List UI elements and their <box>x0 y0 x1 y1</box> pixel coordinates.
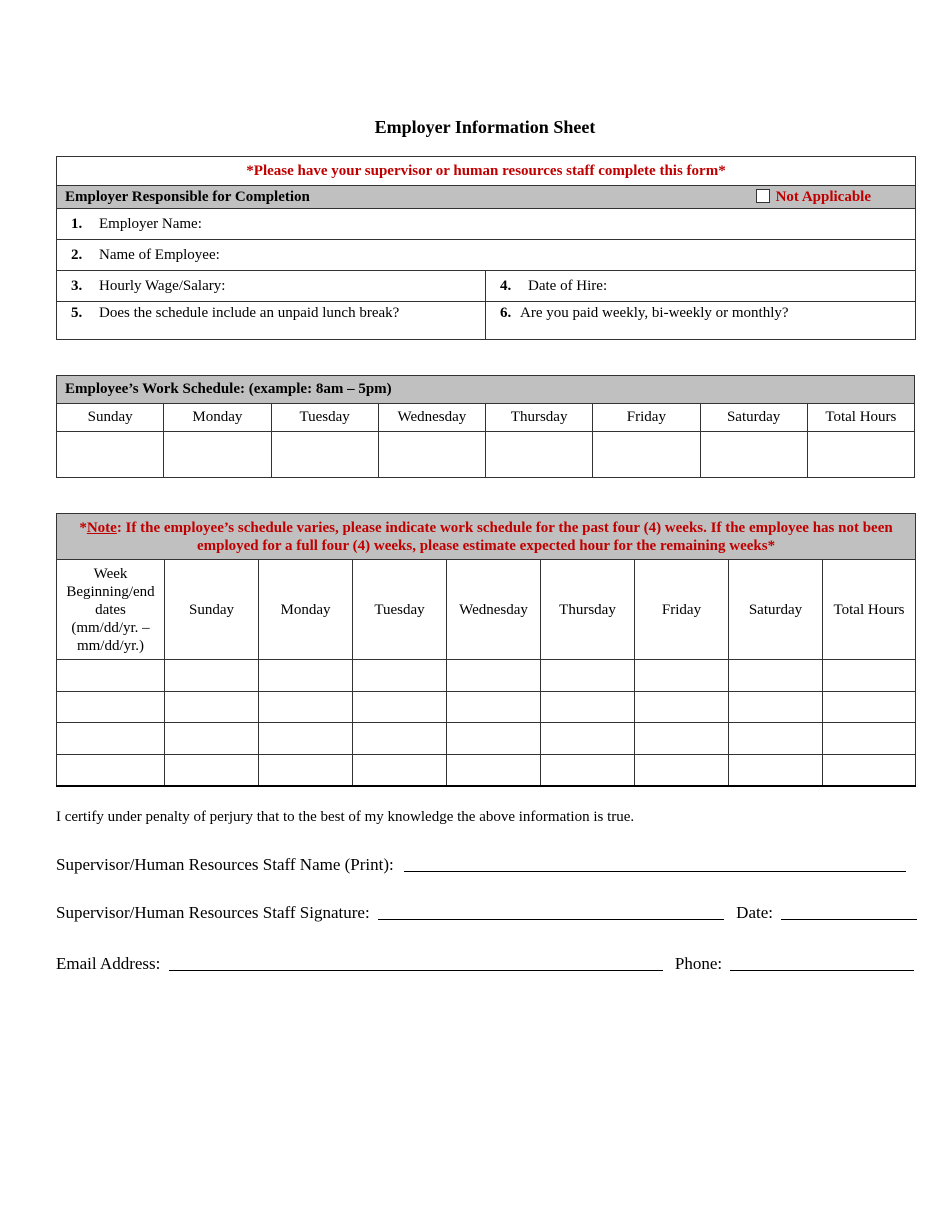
staff-name-input[interactable] <box>404 856 906 872</box>
week-cell[interactable] <box>259 660 353 692</box>
staff-signature-input[interactable] <box>378 904 724 920</box>
total-hours-header: Total Hours <box>807 404 914 432</box>
schedule-cell[interactable] <box>807 432 914 478</box>
day-header: Sunday <box>57 404 164 432</box>
week-cell[interactable] <box>823 691 916 723</box>
not-applicable-label: Not Applicable <box>775 188 871 205</box>
week-cell[interactable] <box>259 754 353 786</box>
week-cell[interactable] <box>541 723 635 755</box>
week-row <box>57 660 916 692</box>
week-row <box>57 723 916 755</box>
email-label: Email Address: <box>56 954 161 973</box>
schedule-cell[interactable] <box>164 432 271 478</box>
day-header: Tuesday <box>271 404 378 432</box>
day-header: Sunday <box>165 560 259 660</box>
pay-frequency-label: Are you paid weekly, bi-weekly or monthly? <box>520 305 789 321</box>
day-header: Wednesday <box>378 404 485 432</box>
pay-frequency-field[interactable] <box>486 302 916 340</box>
schedule-cell[interactable] <box>57 432 164 478</box>
week-row <box>57 754 916 786</box>
week-cell[interactable] <box>353 754 447 786</box>
staff-signature-line <box>56 903 917 923</box>
day-header: Tuesday <box>353 560 447 660</box>
employer-name-label: Employer Name: <box>99 215 202 232</box>
note-word: Note <box>86 519 117 536</box>
variable-schedule-table <box>56 513 916 787</box>
week-cell[interactable] <box>353 691 447 723</box>
week-cell[interactable] <box>259 723 353 755</box>
total-hours-header: Total Hours <box>823 560 916 660</box>
week-cell[interactable] <box>729 723 823 755</box>
variable-schedule-note <box>57 514 916 560</box>
lunch-break-field[interactable] <box>57 302 486 340</box>
schedule-cell[interactable] <box>486 432 593 478</box>
day-header: Thursday <box>486 404 593 432</box>
item-number: 1. <box>71 215 83 232</box>
week-cell[interactable] <box>635 723 729 755</box>
email-input[interactable] <box>169 955 663 971</box>
date-of-hire-label: Date of Hire: <box>528 277 608 294</box>
phone-input[interactable] <box>730 955 914 971</box>
week-cell[interactable] <box>823 723 916 755</box>
week-cell[interactable] <box>541 691 635 723</box>
week-dates-header-line: Beginning/end <box>66 583 155 600</box>
contact-line <box>56 954 914 974</box>
schedule-cell[interactable] <box>378 432 485 478</box>
item-number: 5. <box>71 305 83 321</box>
week-cell[interactable] <box>541 754 635 786</box>
week-cell[interactable] <box>259 691 353 723</box>
day-header: Saturday <box>729 560 823 660</box>
day-header: Saturday <box>700 404 807 432</box>
employer-responsible-header <box>57 186 916 209</box>
employee-name-field[interactable] <box>57 240 916 271</box>
date-label: Date: <box>736 903 773 922</box>
date-of-hire-field[interactable] <box>486 271 916 302</box>
schedule-cell[interactable] <box>593 432 700 478</box>
week-dates-header-line: Week <box>93 565 128 582</box>
phone-label: Phone: <box>674 954 723 973</box>
week-cell[interactable] <box>447 660 541 692</box>
not-applicable-option[interactable] <box>756 189 871 206</box>
note-prefix: * <box>79 519 87 536</box>
week-cell[interactable] <box>57 723 165 755</box>
not-applicable-checkbox[interactable] <box>756 189 770 203</box>
hourly-wage-field[interactable] <box>57 271 486 302</box>
staff-name-label: Supervisor/Human Resources Staff Name (Print): <box>56 855 394 874</box>
week-cell[interactable] <box>447 691 541 723</box>
week-cell[interactable] <box>729 660 823 692</box>
employee-name-label: Name of Employee: <box>99 246 220 263</box>
week-dates-header-line: (mm/dd/yr. – <box>71 619 150 636</box>
week-dates-header-line: mm/dd/yr.) <box>76 637 145 654</box>
staff-signature-label: Supervisor/Human Resources Staff Signature: <box>56 903 370 922</box>
item-number: 4. <box>500 277 512 294</box>
week-cell[interactable] <box>635 691 729 723</box>
week-dates-header <box>57 560 165 660</box>
work-schedule-header: Employee’s Work Schedule: (example: 8am – 5pm) <box>57 376 915 404</box>
week-cell[interactable] <box>729 754 823 786</box>
employer-responsible-label: Employer Responsible for Completion <box>65 188 310 205</box>
week-cell[interactable] <box>353 660 447 692</box>
day-header: Monday <box>164 404 271 432</box>
work-schedule-table <box>56 375 915 478</box>
week-cell[interactable] <box>447 754 541 786</box>
schedule-cell[interactable] <box>700 432 807 478</box>
employer-name-field[interactable] <box>57 209 916 240</box>
week-cell[interactable] <box>57 660 165 692</box>
day-header: Friday <box>635 560 729 660</box>
week-cell[interactable] <box>447 723 541 755</box>
day-header: Wednesday <box>447 560 541 660</box>
week-cell[interactable] <box>165 691 259 723</box>
week-cell[interactable] <box>57 754 165 786</box>
item-number: 3. <box>71 277 83 294</box>
week-cell[interactable] <box>57 691 165 723</box>
week-cell[interactable] <box>823 660 916 692</box>
day-header: Thursday <box>541 560 635 660</box>
supervisor-note: *Please have your supervisor or human resources staff complete this form* <box>57 157 916 186</box>
item-number: 2. <box>71 246 83 263</box>
employer-info-table <box>56 156 916 340</box>
page-title: Employer Information Sheet <box>374 117 596 137</box>
date-input[interactable] <box>781 904 917 920</box>
schedule-cell[interactable] <box>271 432 378 478</box>
day-header: Friday <box>593 404 700 432</box>
week-row <box>57 691 916 723</box>
week-cell[interactable] <box>353 723 447 755</box>
week-cell[interactable] <box>165 723 259 755</box>
week-cell[interactable] <box>823 754 916 786</box>
week-cell[interactable] <box>165 660 259 692</box>
week-cell[interactable] <box>541 660 635 692</box>
note-text: : If the employee’s schedule varies, please indicate work schedule for the past four (4) weeks. If the employee has not been employed for a full four (4) weeks, please estimate expected hour for the remaining weeks* <box>116 519 893 554</box>
week-cell[interactable] <box>729 691 823 723</box>
hourly-wage-label: Hourly Wage/Salary: <box>99 277 226 294</box>
item-number: 6. <box>500 305 512 321</box>
week-dates-header-line: dates <box>95 601 126 618</box>
day-header: Monday <box>259 560 353 660</box>
lunch-break-label: Does the schedule include an unpaid lunch break? <box>99 305 400 321</box>
week-cell[interactable] <box>635 754 729 786</box>
week-cell[interactable] <box>165 754 259 786</box>
week-cell[interactable] <box>635 660 729 692</box>
certification-statement: I certify under penalty of perjury that to the best of my knowledge the above information is true. <box>56 809 635 825</box>
staff-name-line <box>56 855 906 875</box>
